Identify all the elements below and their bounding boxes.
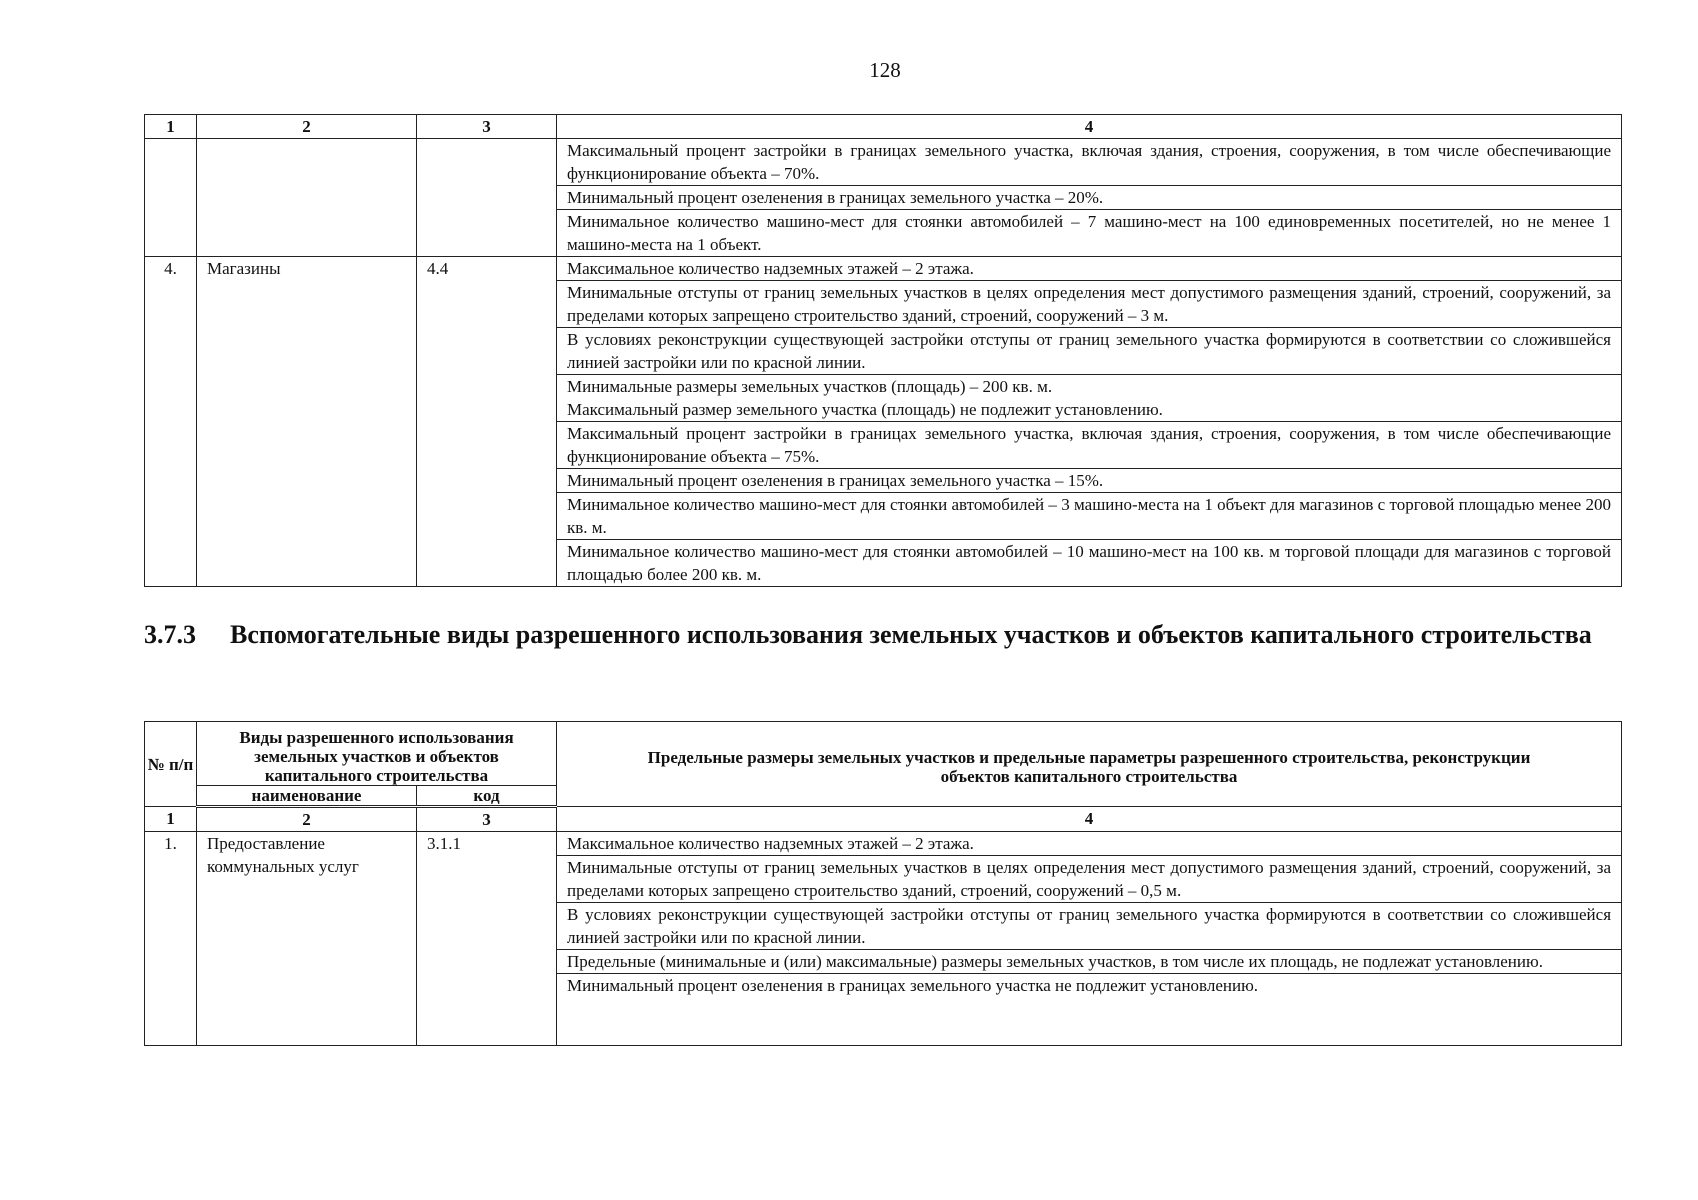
- section-number: 3.7.3: [144, 620, 196, 649]
- num-column-header: № п/п: [145, 722, 197, 807]
- empty-cell: [145, 139, 197, 257]
- param-cell: В условиях реконструкции существующей застройки отступы от границ земельного участка формируются в соответствии со сложившейся линией застройки или по красной линии.: [557, 328, 1622, 375]
- param-cell: [557, 974, 1622, 1046]
- land-use-table-continued: [144, 114, 1622, 587]
- types-column-header: Виды разрешенного использования земельных участков и объектов капитального строительства: [197, 722, 557, 786]
- param-line: Минимальные размеры земельных участков (площадь) – 200 кв. м.: [567, 377, 1053, 396]
- param-cell: Минимальное количество машино-мест для стоянки автомобилей – 10 машино-мест на 100 кв. м торговой площади для магазинов с торговой площадью более 200 кв. м.: [557, 540, 1622, 587]
- header-row: [145, 722, 1622, 786]
- param-cell: Максимальное количество надземных этажей – 2 этажа.: [557, 257, 1622, 281]
- code-subheader: код: [417, 786, 557, 807]
- col-number-1: 1: [145, 115, 197, 139]
- table-row: [145, 832, 1622, 856]
- section-title: Вспомогательные виды разрешенного использования земельных участков и объектов капитального строительства: [230, 620, 1592, 649]
- param-cell: Максимальный процент застройки в границах земельного участка, включая здания, строения, сооружения, в том числе обеспечивающие функционирование объекта – 70%.: [557, 139, 1622, 186]
- col-number-2: 2: [197, 807, 417, 832]
- row-number: 4.: [145, 257, 197, 587]
- col-number-4: 4: [557, 807, 1622, 832]
- param-cell: Минимальный процент озеленения в границах земельного участка – 15%.: [557, 469, 1622, 493]
- name-subheader: наименование: [197, 786, 417, 807]
- param-cell: Максимальный процент застройки в границах земельного участка, включая здания, строения, сооружения, в том числе обеспечивающие функционирование объекта – 75%.: [557, 422, 1622, 469]
- param-cell: Минимальные отступы от границ земельных участков в целях определения мест допустимого размещения зданий, строений, сооружений, за пределами которых запрещено строительство зданий, строений, сооружений – 3 м.: [557, 281, 1622, 328]
- param-line: Максимальный размер земельного участка (площадь) не подлежит установлению.: [567, 400, 1163, 419]
- col-number-2: 2: [197, 115, 417, 139]
- param-cell: Минимальные отступы от границ земельных участков в целях определения мест допустимого размещения зданий, строений, сооружений, за пределами которых запрещено строительство зданий, строений, сооружений – 0,5 м.: [557, 856, 1622, 903]
- param-cell: [557, 375, 1622, 422]
- param-cell: Максимальное количество надземных этажей – 2 этажа.: [557, 832, 1622, 856]
- param-cell: Минимальное количество машино-мест для стоянки автомобилей – 7 машино-мест на 100 единовременных посетителей, но не менее 1 машино-места на 1 объект.: [557, 210, 1622, 257]
- use-type-name: Магазины: [197, 257, 417, 587]
- param-cell: Предельные (минимальные и (или) максимальные) размеры земельных участков, в том числе их площадь, не подлежат установлению.: [557, 950, 1622, 974]
- empty-cell: [417, 139, 557, 257]
- page-number: 128: [869, 58, 901, 82]
- use-type-code: 4.4: [417, 257, 557, 587]
- column-number-row: [145, 807, 1622, 832]
- col-number-4: 4: [557, 115, 1622, 139]
- use-type-name: Предоставление коммунальных услуг: [197, 832, 417, 1046]
- param-cell: Минимальное количество машино-мест для стоянки автомобилей – 3 машино-места на 1 объект для магазинов с торговой площадью менее 200 кв. м.: [557, 493, 1622, 540]
- params-column-header: Предельные размеры земельных участков и предельные параметры разрешенного строительства, реконструкции объектов капитального строительства: [557, 722, 1622, 807]
- auxiliary-use-table: [144, 721, 1622, 1046]
- column-number-row: [145, 115, 1622, 139]
- empty-cell: [197, 139, 417, 257]
- use-type-code: 3.1.1: [417, 832, 557, 1046]
- table-row: [145, 257, 1622, 281]
- col-number-3: 3: [417, 807, 557, 832]
- empty-space: [567, 997, 1611, 1045]
- table-row: [145, 139, 1622, 186]
- param-cell: В условиях реконструкции существующей застройки отступы от границ земельного участка формируются в соответствии со сложившейся линией застройки или по красной линии.: [557, 903, 1622, 950]
- param-cell: Минимальный процент озеленения в границах земельного участка – 20%.: [557, 186, 1622, 210]
- param-line: Минимальный процент озеленения в границах земельного участка не подлежит установлению.: [567, 976, 1259, 995]
- col-number-1: 1: [145, 807, 197, 832]
- section-heading: [144, 618, 1621, 652]
- col-number-3: 3: [417, 115, 557, 139]
- row-number: 1.: [145, 832, 197, 1046]
